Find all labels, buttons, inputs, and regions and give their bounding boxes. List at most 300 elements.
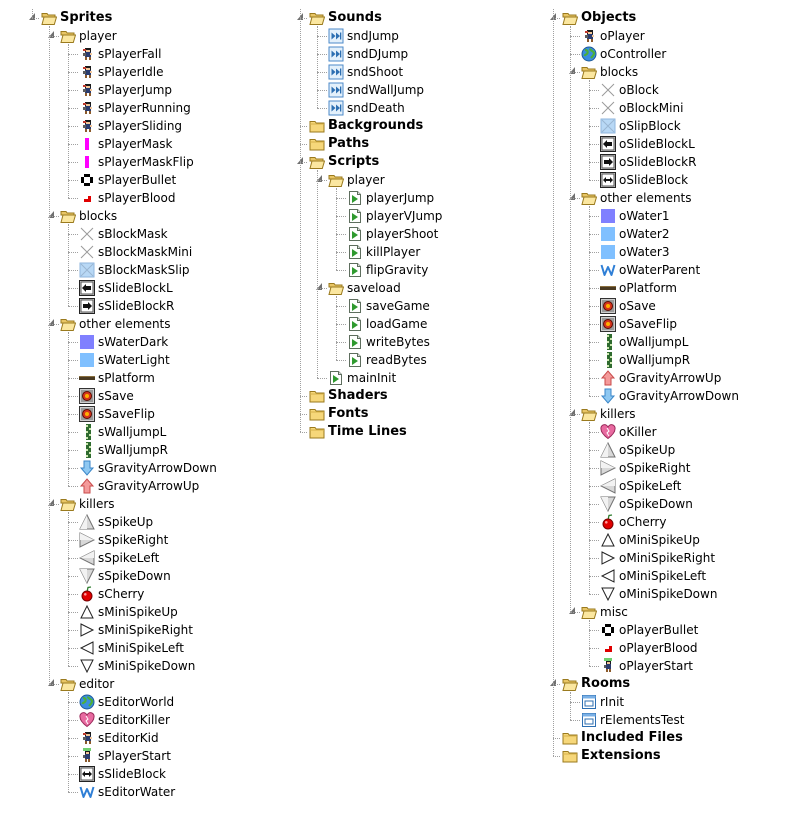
blood-icon bbox=[600, 640, 616, 656]
tree-connector-line bbox=[317, 90, 327, 91]
tree-connector-line bbox=[68, 162, 78, 163]
tree-item-label: sndShoot bbox=[347, 65, 404, 79]
tree-connector-line bbox=[553, 738, 560, 739]
tree-item-label: blocks bbox=[79, 209, 118, 223]
tree-item-label: oSlideBlockL bbox=[619, 137, 695, 151]
tree-connector-line bbox=[589, 288, 599, 289]
bullet-icon bbox=[600, 622, 616, 638]
folder-open-icon bbox=[309, 10, 325, 26]
tree-item-label: Shaders bbox=[328, 388, 388, 403]
start-icon bbox=[600, 658, 616, 674]
tree-item-label: sPlayerMask bbox=[98, 137, 173, 151]
tree-connector-line bbox=[589, 540, 599, 541]
tree-connector-line bbox=[32, 18, 39, 19]
tree-connector-line bbox=[68, 468, 78, 469]
tree-item-label: Backgrounds bbox=[328, 118, 424, 133]
tree-item-label: oSpikeUp bbox=[619, 443, 676, 457]
tree-item-label: oSlideBlock bbox=[619, 173, 689, 187]
script-icon bbox=[328, 370, 344, 386]
tree-connector-line bbox=[589, 126, 599, 127]
tree-item-label: oSlideBlockR bbox=[619, 155, 697, 169]
tree-item-label: oSave bbox=[619, 299, 656, 313]
tree-connector-line bbox=[68, 522, 78, 523]
tree-item-label: sMiniSpikeLeft bbox=[98, 641, 184, 655]
kid-icon bbox=[79, 100, 95, 116]
tree-item-label: Scripts bbox=[328, 154, 380, 169]
tree-connector-line bbox=[336, 324, 346, 325]
tree-connector-line bbox=[68, 126, 78, 127]
folder-open-icon bbox=[562, 10, 578, 26]
folder-icon bbox=[309, 406, 325, 422]
tree-connector-line bbox=[589, 270, 599, 271]
folder-open-icon bbox=[309, 154, 325, 170]
tree-connector-line bbox=[300, 144, 307, 145]
tree-item-label: sMiniSpikeUp bbox=[98, 605, 178, 619]
tree-connector-line bbox=[336, 252, 346, 253]
tree-connector-line bbox=[589, 620, 590, 666]
tree-connector-line bbox=[317, 26, 318, 108]
tree-connector-line bbox=[68, 90, 78, 91]
tree-connector-line bbox=[68, 360, 78, 361]
tree-item-label: sCherry bbox=[98, 587, 145, 601]
tree-connector-line bbox=[68, 396, 78, 397]
kid-icon bbox=[79, 64, 95, 80]
tree-item-label: sEditorWater bbox=[98, 785, 176, 799]
tree-item-label: sSpikeLeft bbox=[98, 551, 160, 565]
tree-item-label: sPlayerStart bbox=[98, 749, 171, 763]
tree-connector-line bbox=[570, 720, 580, 721]
mini-left-icon bbox=[600, 568, 616, 584]
mini-left-icon bbox=[79, 640, 95, 656]
tree-connector-line bbox=[570, 36, 580, 37]
walljump-icon bbox=[79, 424, 95, 440]
tree-item-label: sBlockMask bbox=[98, 227, 168, 241]
tree-item-label: sWaterLight bbox=[98, 353, 170, 367]
spike-left-icon bbox=[79, 550, 95, 566]
tree-item-label: player bbox=[79, 29, 117, 43]
folder-open-icon bbox=[581, 604, 597, 620]
tree-item-label: sBlockMaskSlip bbox=[98, 263, 190, 277]
tree-item-label: oGravityArrowDown bbox=[619, 389, 739, 403]
xmask-icon bbox=[600, 100, 616, 116]
folder-icon bbox=[309, 388, 325, 404]
script-icon bbox=[347, 244, 363, 260]
script-icon bbox=[347, 298, 363, 314]
tree-connector-line bbox=[49, 36, 59, 37]
folder-open-icon bbox=[60, 676, 76, 692]
script-icon bbox=[347, 316, 363, 332]
tree-item-label: sSpikeRight bbox=[98, 533, 169, 547]
sound-icon bbox=[328, 46, 344, 62]
tree-item-label: sPlayerMaskFlip bbox=[98, 155, 194, 169]
tree-connector-line bbox=[589, 90, 599, 91]
tree-connector-line bbox=[553, 9, 554, 756]
tree-connector-line bbox=[570, 198, 580, 199]
tree-item-label: sndWallJump bbox=[347, 83, 425, 97]
tree-item-label: loadGame bbox=[366, 317, 428, 331]
tree-item-label: readBytes bbox=[366, 353, 427, 367]
folder-open-icon bbox=[60, 28, 76, 44]
tree-connector-line bbox=[336, 306, 346, 307]
tree-connector-line bbox=[336, 198, 346, 199]
tree-connector-line bbox=[68, 144, 78, 145]
tree-connector-line bbox=[589, 648, 599, 649]
tree-connector-line bbox=[68, 306, 78, 307]
tree-connector-line bbox=[589, 504, 599, 505]
script-icon bbox=[347, 262, 363, 278]
tree-connector-line bbox=[570, 612, 580, 613]
tree-item-label: mainInit bbox=[347, 371, 397, 385]
script-icon bbox=[347, 208, 363, 224]
xmask-icon bbox=[79, 226, 95, 242]
tree-connector-line bbox=[68, 792, 78, 793]
tree-item-label: sWaterDark bbox=[98, 335, 169, 349]
tree-connector-line bbox=[589, 666, 599, 667]
tree-item-label: oSpikeDown bbox=[619, 497, 693, 511]
tree-connector-line bbox=[589, 216, 599, 217]
tree-item-label: sPlayerIdle bbox=[98, 65, 164, 79]
start-icon bbox=[79, 748, 95, 764]
tree-item-label: oPlatform bbox=[619, 281, 677, 295]
script-icon bbox=[347, 334, 363, 350]
sound-icon bbox=[328, 100, 344, 116]
tree-item-label: oBlockMini bbox=[619, 101, 684, 115]
tree-connector-line bbox=[317, 54, 327, 55]
tree-item-label: playerVJump bbox=[366, 209, 443, 223]
tree-connector-line bbox=[589, 630, 599, 631]
tree-connector-line bbox=[589, 468, 599, 469]
tree-item-label: Rooms bbox=[581, 676, 631, 691]
tree-item-label: sMiniSpikeRight bbox=[98, 623, 193, 637]
tree-connector-line bbox=[68, 512, 69, 666]
spike-right-icon bbox=[79, 532, 95, 548]
tree-item-label: saveload bbox=[347, 281, 401, 295]
platform-icon bbox=[79, 370, 95, 386]
spike-left-icon bbox=[600, 478, 616, 494]
folder-open-icon bbox=[581, 64, 597, 80]
spike-up-icon bbox=[79, 514, 95, 530]
tree-connector-line bbox=[589, 422, 590, 594]
slide-r-icon bbox=[79, 298, 95, 314]
tree-connector-line bbox=[589, 432, 599, 433]
folder-open-icon bbox=[562, 676, 578, 692]
tree-item-label: Sprites bbox=[60, 10, 113, 25]
tree-connector-line bbox=[589, 522, 599, 523]
tree-connector-line bbox=[68, 180, 78, 181]
tree-item-label: oController bbox=[600, 47, 667, 61]
walljump-icon bbox=[600, 334, 616, 350]
tree-connector-line bbox=[317, 170, 318, 378]
tree-connector-line bbox=[300, 414, 307, 415]
tree-connector-line bbox=[49, 504, 59, 505]
tree-connector-line bbox=[68, 558, 78, 559]
tree-item-label: sPlayerRunning bbox=[98, 101, 191, 115]
tree-item-label: oWalljumpL bbox=[619, 335, 689, 349]
tree-connector-line bbox=[589, 594, 599, 595]
tree-item-label: sndJump bbox=[347, 29, 399, 43]
water-dark-icon bbox=[79, 334, 95, 350]
tree-connector-line bbox=[317, 36, 327, 37]
tree-connector-line bbox=[68, 44, 69, 198]
tree-item-label: misc bbox=[600, 605, 628, 619]
xmask-icon bbox=[600, 82, 616, 98]
tree-item-label: killPlayer bbox=[366, 245, 421, 259]
tree-item-label: oSpikeLeft bbox=[619, 479, 682, 493]
water-light-icon bbox=[79, 352, 95, 368]
tree-connector-line bbox=[68, 450, 78, 451]
water-dark-icon bbox=[600, 208, 616, 224]
water-w-icon bbox=[600, 262, 616, 278]
tree-connector-line bbox=[300, 162, 307, 163]
tree-connector-line bbox=[589, 144, 599, 145]
kid-icon bbox=[79, 82, 95, 98]
mini-up-icon bbox=[600, 532, 616, 548]
tree-connector-line bbox=[68, 288, 78, 289]
folder-open-icon bbox=[41, 10, 57, 26]
tree-item-label: editor bbox=[79, 677, 115, 691]
tree-connector-line bbox=[68, 486, 78, 487]
mini-down-icon bbox=[79, 658, 95, 674]
mini-right-icon bbox=[79, 622, 95, 638]
mini-up-icon bbox=[79, 604, 95, 620]
tree-connector-line bbox=[589, 378, 599, 379]
xslip-icon bbox=[600, 118, 616, 134]
kid-icon bbox=[581, 28, 597, 44]
script-icon bbox=[347, 226, 363, 242]
tree-item-label: oSaveFlip bbox=[619, 317, 677, 331]
tree-connector-line bbox=[300, 9, 301, 432]
tree-item-label: oMiniSpikeDown bbox=[619, 587, 718, 601]
walljump-icon bbox=[79, 442, 95, 458]
tree-connector-line bbox=[589, 80, 590, 180]
tree-connector-line bbox=[68, 756, 78, 757]
tree-item-label: Extensions bbox=[581, 748, 661, 763]
tree-item-label: sEditorKid bbox=[98, 731, 159, 745]
tree-connector-line bbox=[68, 108, 78, 109]
tree-connector-line bbox=[68, 702, 78, 703]
tree-connector-line bbox=[68, 612, 78, 613]
water-light-icon bbox=[600, 226, 616, 242]
tree-item-label: Fonts bbox=[328, 406, 369, 421]
tree-item-label: sMiniSpikeDown bbox=[98, 659, 196, 673]
tree-item-label: sPlayerJump bbox=[98, 83, 173, 97]
tree-item-label: saveGame bbox=[366, 299, 430, 313]
tree-connector-line bbox=[32, 9, 33, 18]
tree-connector-line bbox=[570, 414, 580, 415]
tree-connector-line bbox=[589, 342, 599, 343]
tree-connector-line bbox=[336, 270, 346, 271]
tree-connector-line bbox=[68, 72, 78, 73]
xmask-icon bbox=[79, 244, 95, 260]
tree-connector-line bbox=[68, 594, 78, 595]
tree-item-label: oWater3 bbox=[619, 245, 670, 259]
tree-connector-line bbox=[589, 486, 599, 487]
tree-connector-line bbox=[68, 198, 78, 199]
tree-connector-line bbox=[336, 342, 346, 343]
tree-item-label: oBlock bbox=[619, 83, 659, 97]
bullet-icon bbox=[79, 172, 95, 188]
tree-connector-line bbox=[589, 162, 599, 163]
sound-icon bbox=[328, 64, 344, 80]
tree-connector-line bbox=[589, 108, 599, 109]
room-icon bbox=[581, 712, 597, 728]
tree-item-label: sWalljumpL bbox=[98, 425, 167, 439]
arrow-down-icon bbox=[79, 460, 95, 476]
tree-connector-line bbox=[553, 18, 560, 19]
tree-item-label: other elements bbox=[600, 191, 692, 205]
folder-icon bbox=[309, 424, 325, 440]
tree-item-label: Objects bbox=[581, 10, 637, 25]
tree-connector-line bbox=[317, 72, 327, 73]
heart-icon bbox=[79, 712, 95, 728]
tree-item-label: sSlideBlockR bbox=[98, 299, 175, 313]
tree-connector-line bbox=[589, 324, 599, 325]
tree-item-label: sSave bbox=[98, 389, 134, 403]
arrow-up-icon bbox=[600, 370, 616, 386]
blood-icon bbox=[79, 190, 95, 206]
tree-connector-line bbox=[68, 224, 69, 306]
tree-connector-line bbox=[553, 684, 560, 685]
tree-item-label: playerShoot bbox=[366, 227, 439, 241]
kid-icon bbox=[79, 118, 95, 134]
tree-connector-line bbox=[336, 234, 346, 235]
tree-item-label: sSpikeDown bbox=[98, 569, 171, 583]
tree-item-label: oMiniSpikeUp bbox=[619, 533, 700, 547]
tree-connector-line bbox=[570, 54, 580, 55]
tree-item-label: oWaterParent bbox=[619, 263, 701, 277]
tree-item-label: Sounds bbox=[328, 10, 382, 25]
tree-item-label: Included Files bbox=[581, 730, 683, 745]
folder-open-icon bbox=[581, 406, 597, 422]
folder-icon bbox=[562, 730, 578, 746]
tree-connector-line bbox=[68, 234, 78, 235]
kid-icon bbox=[79, 730, 95, 746]
tree-item-label: sPlayerSliding bbox=[98, 119, 183, 133]
slide-r-icon bbox=[600, 154, 616, 170]
tree-connector-line bbox=[49, 26, 50, 684]
tree-connector-line bbox=[68, 54, 78, 55]
save-icon bbox=[600, 298, 616, 314]
cherry-icon bbox=[600, 514, 616, 530]
tree-connector-line bbox=[589, 360, 599, 361]
tree-item-label: oWater1 bbox=[619, 209, 670, 223]
tree-item-label: sPlayerBlood bbox=[98, 191, 176, 205]
walljump-icon bbox=[600, 352, 616, 368]
tree-connector-line bbox=[589, 234, 599, 235]
globe-icon bbox=[79, 694, 95, 710]
arrow-up-icon bbox=[79, 478, 95, 494]
tree-connector-line bbox=[336, 360, 346, 361]
spike-right-icon bbox=[600, 460, 616, 476]
platform-icon bbox=[600, 280, 616, 296]
spike-up-icon bbox=[600, 442, 616, 458]
tree-item-label: flipGravity bbox=[366, 263, 429, 277]
tree-item-label: oSpikeRight bbox=[619, 461, 691, 475]
tree-connector-line bbox=[68, 648, 78, 649]
tree-connector-line bbox=[589, 306, 599, 307]
tree-connector-line bbox=[68, 432, 78, 433]
save-icon bbox=[600, 316, 616, 332]
tree-connector-line bbox=[570, 72, 580, 73]
tree-item-label: oCherry bbox=[619, 515, 667, 529]
tree-item-label: killers bbox=[79, 497, 115, 511]
tree-connector-line bbox=[589, 396, 599, 397]
tree-item-label: oGravityArrowUp bbox=[619, 371, 722, 385]
tree-connector-line bbox=[49, 684, 59, 685]
tree-item-label: sndDeath bbox=[347, 101, 405, 115]
tree-connector-line bbox=[68, 332, 69, 486]
tree-item-label: oWalljumpR bbox=[619, 353, 691, 367]
tree-item-label: rElementsTest bbox=[600, 713, 685, 727]
tree-connector-line bbox=[68, 666, 78, 667]
tree-item-label: oPlayerBlood bbox=[619, 641, 698, 655]
folder-open-icon bbox=[60, 316, 76, 332]
tree-connector-line bbox=[68, 774, 78, 775]
folder-icon bbox=[562, 748, 578, 764]
tree-connector-line bbox=[300, 126, 307, 127]
tree-item-label: oPlayer bbox=[600, 29, 645, 43]
script-icon bbox=[347, 352, 363, 368]
folder-open-icon bbox=[328, 172, 344, 188]
tree-item-label: sSlideBlock bbox=[98, 767, 166, 781]
spike-down-icon bbox=[79, 568, 95, 584]
tree-connector-line bbox=[589, 576, 599, 577]
tree-item-label: writeBytes bbox=[366, 335, 430, 349]
tree-connector-line bbox=[300, 396, 307, 397]
tree-item-label: oMiniSpikeLeft bbox=[619, 569, 707, 583]
tree-item-label: sWalljumpR bbox=[98, 443, 168, 457]
tree-connector-line bbox=[68, 630, 78, 631]
tree-item-label: oKiller bbox=[619, 425, 657, 439]
heart-icon bbox=[600, 424, 616, 440]
folder-open-icon bbox=[60, 208, 76, 224]
folder-icon bbox=[309, 118, 325, 134]
sound-icon bbox=[328, 82, 344, 98]
folder-open-icon bbox=[581, 190, 597, 206]
slide-block-icon bbox=[600, 172, 616, 188]
xslip-icon bbox=[79, 262, 95, 278]
spike-down-icon bbox=[600, 496, 616, 512]
tree-item-label: oPlayerBullet bbox=[619, 623, 699, 637]
slide-l-icon bbox=[79, 280, 95, 296]
script-icon bbox=[347, 190, 363, 206]
mini-down-icon bbox=[600, 586, 616, 602]
folder-open-icon bbox=[60, 496, 76, 512]
tree-connector-line bbox=[317, 378, 327, 379]
water-light-icon bbox=[600, 244, 616, 260]
globe-icon bbox=[581, 46, 597, 62]
tree-connector-line bbox=[553, 756, 560, 757]
tree-connector-line bbox=[49, 324, 59, 325]
water-w-icon bbox=[79, 784, 95, 800]
tree-connector-line bbox=[49, 216, 59, 217]
save-icon bbox=[79, 406, 95, 422]
tree-connector-line bbox=[300, 432, 307, 433]
tree-item-label: sBlockMaskMini bbox=[98, 245, 193, 259]
tree-connector-line bbox=[589, 180, 599, 181]
tree-item-label: oWater2 bbox=[619, 227, 670, 241]
tree-connector-line bbox=[68, 270, 78, 271]
tree-item-label: oSlipBlock bbox=[619, 119, 681, 133]
tree-item-label: sPlayerBullet bbox=[98, 173, 177, 187]
folder-open-icon bbox=[328, 280, 344, 296]
tree-connector-line bbox=[589, 450, 599, 451]
tree-item-label: rInit bbox=[600, 695, 625, 709]
tree-connector-line bbox=[317, 180, 327, 181]
tree-connector-line bbox=[570, 702, 580, 703]
tree-connector-line bbox=[68, 576, 78, 577]
tree-item-label: sSlideBlockL bbox=[98, 281, 173, 295]
